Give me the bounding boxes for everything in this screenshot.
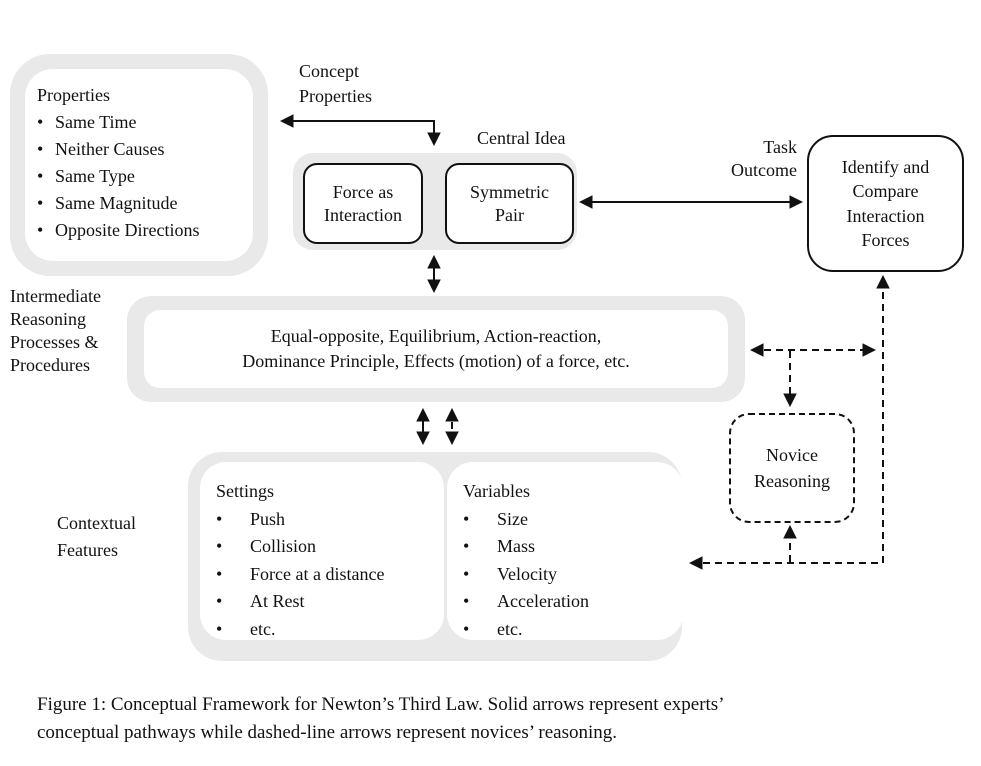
intermediate-reasoning-box xyxy=(144,310,728,388)
properties-panel xyxy=(25,69,253,261)
list-item: • Opposite Directions xyxy=(37,217,253,244)
node-line: Identify and xyxy=(841,156,930,177)
variables-title: Variables xyxy=(463,481,530,501)
properties-group xyxy=(10,54,268,276)
node-line: Equal-opposite, Equilibrium, Action-reaction, xyxy=(270,325,602,346)
settings-title: Settings xyxy=(216,481,275,501)
list-item: • etc. xyxy=(463,616,683,644)
central-idea-label: Central Idea xyxy=(477,128,566,148)
list-item: • Velocity xyxy=(463,561,683,589)
contextual-features-label xyxy=(57,510,136,564)
node-line: Pair xyxy=(495,204,524,225)
intermediate-reasoning-label xyxy=(10,285,101,377)
label-line: Features xyxy=(57,540,118,560)
list-item: • etc. xyxy=(216,616,444,644)
intermediate-reasoning-group xyxy=(127,296,745,402)
identify-compare-forces-box xyxy=(807,135,964,272)
caption-line: conceptual pathways while dashed-line arrows represent novices’ reasoning. xyxy=(37,721,617,743)
node-line: Symmetric xyxy=(470,181,549,202)
label-line: Properties xyxy=(299,86,372,106)
force-as-interaction-box xyxy=(303,163,423,244)
list-item: • Same Magnitude xyxy=(37,190,253,217)
node-line: Reasoning xyxy=(754,471,830,491)
label-line: Contextual xyxy=(57,513,136,533)
list-item: • At Rest xyxy=(216,588,444,616)
list-item: • Mass xyxy=(463,533,683,561)
label-line: Outcome xyxy=(731,160,797,180)
symmetric-pair-box xyxy=(445,163,574,244)
label-line: Procedures xyxy=(10,355,90,375)
node-line: Forces xyxy=(861,230,910,250)
task-outcome-label xyxy=(703,136,797,182)
properties-list xyxy=(37,109,253,244)
figure-caption xyxy=(37,691,867,746)
variables-list xyxy=(463,506,683,644)
concept-properties-arrow xyxy=(282,121,434,144)
novice-reasoning-box xyxy=(729,413,855,523)
variables-box xyxy=(447,462,683,640)
node-line: Dominance Principle, Effects (motion) of a force, etc. xyxy=(242,351,630,371)
central-idea-group xyxy=(293,153,577,250)
concept-properties-label xyxy=(299,59,372,109)
list-item: • Same Time xyxy=(37,109,253,136)
list-item: • Collision xyxy=(216,533,444,561)
list-item: • Same Type xyxy=(37,163,253,190)
node-line: Force as xyxy=(332,181,394,202)
node-line: Novice xyxy=(766,444,818,465)
caption-line: Figure 1: Conceptual Framework for Newton’s Third Law. Solid arrows represent experts’ xyxy=(37,694,725,715)
list-item: • Neither Causes xyxy=(37,136,253,163)
node-line: Compare xyxy=(852,181,919,201)
node-line: Interaction xyxy=(324,204,402,225)
list-item: • Acceleration xyxy=(463,588,683,616)
contextual-features-group xyxy=(188,452,682,661)
list-item: • Size xyxy=(463,506,683,534)
label-line: Concept xyxy=(299,61,359,81)
list-item: • Push xyxy=(216,506,444,534)
label-line: Reasoning xyxy=(10,309,86,329)
list-item: • Force at a distance xyxy=(216,561,444,589)
label-line: Intermediate xyxy=(10,286,101,306)
settings-box xyxy=(200,462,444,640)
label-line: Processes & xyxy=(10,332,99,352)
properties-title: Properties xyxy=(37,85,110,105)
label-line: Task xyxy=(763,137,797,157)
settings-list xyxy=(216,506,444,644)
node-line: Interaction xyxy=(846,205,925,226)
